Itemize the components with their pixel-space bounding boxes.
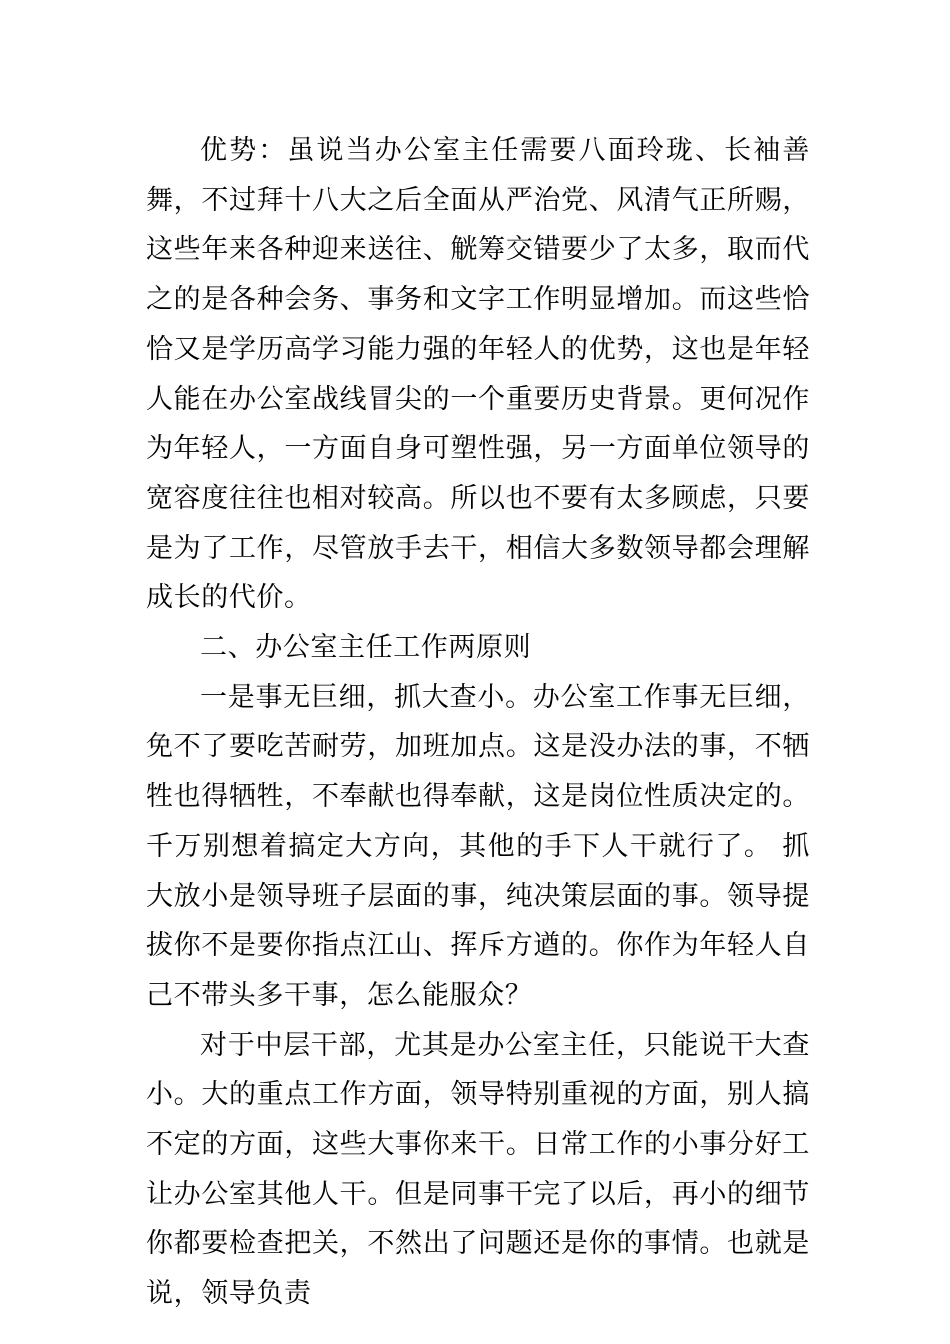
document-page	[146, 126, 810, 1319]
paragraph-middle-cadres: 对于中层干部，尤其是办公室主任，只能说干大查小。大的重点工作方面，领导特别重视的方面，别人搞不定的方面，这些大事你来干。日常工作的小事分好工让办公室其他人干。但是同事干完了以后，再小的细节你都要检查把关，不然出了问题还是你的事情。也就是说，领导负责	[146, 1029, 810, 1310]
paragraph-principle-one: 一是事无巨细，抓大查小。办公室工作事无巨细，免不了要吃苦耐劳，加班加点。这是没办法的事，不牺牲也得牺牲，不奉献也得奉献，这是岗位性质决定的。千万别想着搞定大方向，其他的手下人干就行了。 抓大放小是领导班子层面的事，纯决策层面的事。领导提拔你不是要你指点江山、挥斥方遒的。你作为年轻人自己不带头多干事，怎么能服众？	[146, 681, 810, 1011]
paragraph-advantage: 优势：虽说当办公室主任需要八面玲珑、长袖善舞，不过拜十八大之后全面从严治党、风清气正所赐，这些年来各种迎来送往、觥筹交错要少了太多，取而代之的是各种会务、事务和文字工作明显增加。而这些恰恰又是学历高学习能力强的年轻人的优势，这也是年轻人能在办公室战线冒尖的一个重要历史背景。更何况作为年轻人，一方面自身可塑性强，另一方面单位领导的宽容度往往也相对较高。所以也不要有太多顾虑，只要是为了工作，尽管放手去干，相信大多数领导都会理解成长的代价。	[146, 135, 810, 614]
section-heading: 二、办公室主任工作两原则	[200, 632, 532, 664]
